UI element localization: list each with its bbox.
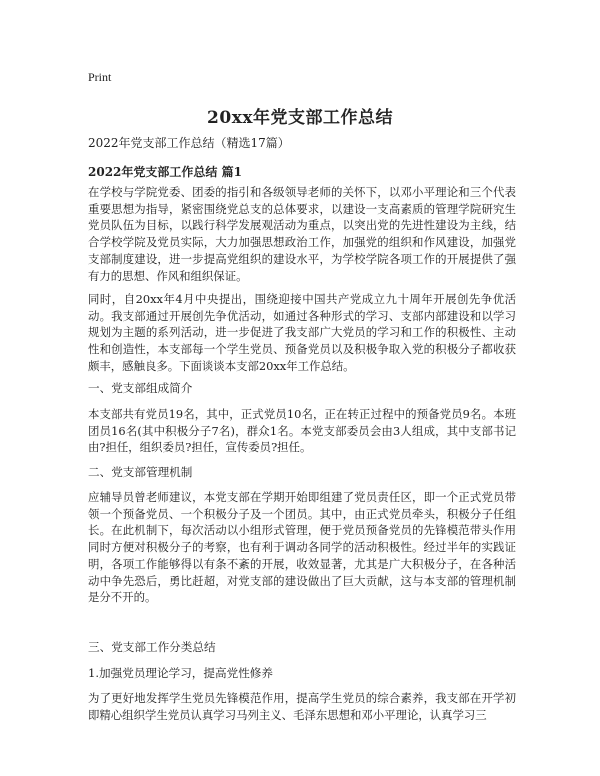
heading-work-summary: 三、党支部工作分类总结 [88, 640, 216, 654]
paragraph-theory-study: 为了更好地发挥学生党员先锋模范作用，提高学生党员的综合素养，我支部在开学初即精心组织学生党员认真学习马列主义、毛泽东思想和邓小平理论，认真学习三 [88, 691, 516, 722]
article-heading: 2022年党支部工作总结 篇1 [88, 165, 242, 179]
print-link[interactable]: Print [88, 70, 112, 84]
heading-management-mechanism: 二、党支部管理机制 [88, 465, 193, 479]
paragraph-intro: 在学校与学院党委、团委的指引和各级领导老师的关怀下，以邓小平理论和三个代表重要思想为指导，紧密围绕党总支的总体要求，以建设一支高素质的管理学院研究生党员队伍为目标，以践行科学发展观活动为重点，以突出党的先进性建设为主线，结合学校学院及党员实际，大力加强思想政治工作，加强党的组织和作风建设，加强党支部制度建设，进一步提高党组织的建设水平，为学校学院各项工作的开展提供了强有力的思想、作风和组织保证。 [88, 185, 516, 283]
paragraph-management: 应辅导员曾老师建议，本党支部在学期开始即组建了党员责任区，即一个正式党员带领一个预备党员、一个积极分子及一个团员。其中，由正式党员牵头，积极分子任组长。在此机制下，每次活动以小组形式管理，便于党员预备党员的先锋模范带头作用同时方便对积极分子的考察，也有利于调动各同学的活动积极性。经过半年的实践证明，各项工作能够得以有条不紊的开展，收效显著，尤其是广大积极分子，在各种活动中争先恐后，勇比赶超，对党支部的建设做出了巨大贡献，这与本支部的管理机制是分不开的。 [88, 490, 516, 605]
paragraph-composition: 本支部共有党员19名，其中，正式党员10名，正在转正过程中的预备党员9名。本班团员16名(其中积极分子7名)，群众1名。本党支部委员会由3人组成，其中支部书记由?担任，组织委员?担任，宣传委员?担任。 [88, 407, 516, 455]
heading-branch-composition: 一、党支部组成简介 [88, 381, 193, 395]
heading-theory-study: 1.加强党员理论学习，提高党性修养 [88, 666, 273, 680]
paragraph-campaign: 同时，自20xx年4月中央提出，围绕迎接中国共产党成立九十周年开展创先争优活动。我支部通过开展创先争优活动，如通过各种形式的学习、支部内部建设和以学习规划为主题的系列活动，进一步促进了我支部广大党员的学习和工作的积极性、主动性和创造性，本支部每一个学生党员、预备党员以及积极争取入党的积极分子都收获颇丰，感触良多。下面谈谈本支部20xx年工作总结。 [88, 292, 516, 373]
document-subtitle: 2022年党支部工作总结（精选17篇） [88, 136, 290, 150]
document-title: 20xx年党支部工作总结 [207, 108, 393, 128]
